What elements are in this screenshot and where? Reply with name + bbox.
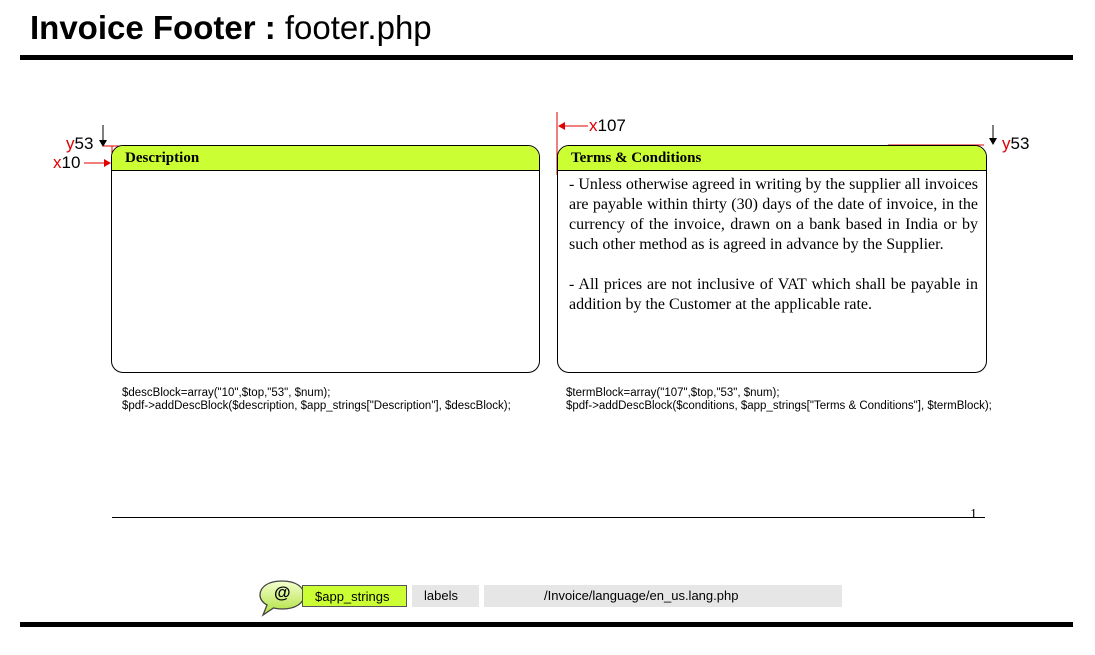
terms-header: Terms & Conditions	[558, 146, 986, 171]
description-header: Description	[112, 146, 539, 171]
terms-block	[557, 145, 987, 373]
bottom-rule	[20, 622, 1073, 627]
description-code-line-1: $descBlock=array("10",$top,"53", $num);	[122, 387, 331, 399]
description-code	[122, 387, 511, 413]
terms-paragraph-1: - Unless otherwise agreed in writing by the supplier all invoices are payable within thirty (30) days of the date of invoice, in the currency of the invoice, drawn on a bank based in India or by such other method as is agreed in advance by the Supplier.	[569, 176, 978, 253]
right-x-label: x107	[589, 116, 626, 135]
page-number: 1	[970, 507, 977, 522]
description-code-line-2: $pdf->addDescBlock($description, $app_strings["Description"], $descBlock);	[122, 400, 511, 412]
at-symbol: @	[274, 583, 291, 602]
legend-kind: labels	[412, 585, 479, 607]
title-bold: Invoice Footer :	[30, 9, 276, 46]
legend-path: /Invoice/language/en_us.lang.php	[484, 585, 842, 607]
page-footer-line	[112, 517, 985, 518]
terms-code-line-2: $pdf->addDescBlock($conditions, $app_strings["Terms & Conditions"], $termBlock);	[566, 400, 992, 412]
title-file: footer.php	[275, 9, 432, 46]
description-block	[111, 145, 540, 373]
terms-body	[558, 171, 986, 315]
terms-code-line-1: $termBlock=array("107",$top,"53", $num);	[566, 387, 780, 399]
terms-paragraph-2: - All prices are not inclusive of VAT which shall be payable in addition by the Customer at the applicable rate.	[569, 276, 978, 313]
terms-code	[566, 387, 992, 413]
right-y-label: y53	[1002, 134, 1030, 153]
description-body	[112, 171, 539, 175]
left-y-label: y53	[66, 134, 94, 153]
left-x-label: x10	[53, 153, 81, 172]
legend-variable: $app_strings	[302, 585, 407, 607]
